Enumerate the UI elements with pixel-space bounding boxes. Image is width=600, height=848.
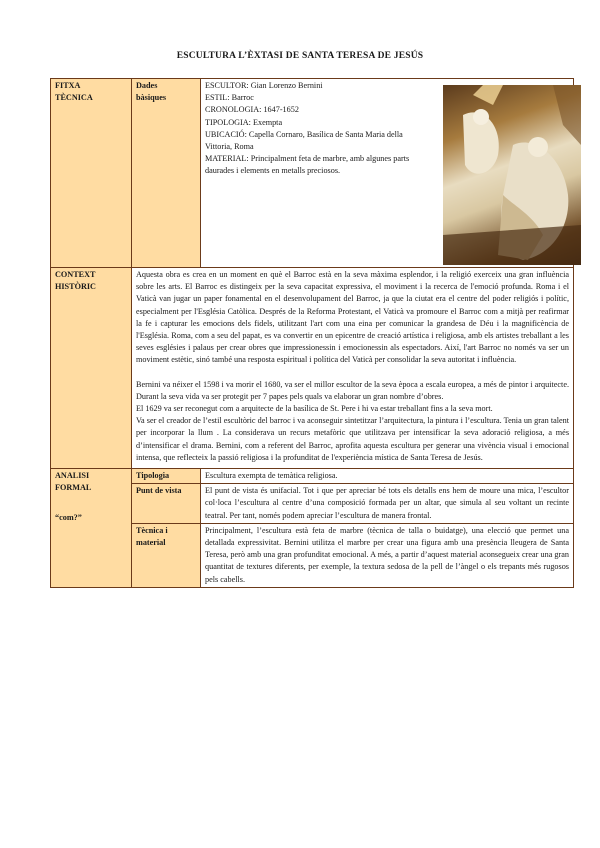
formal-label-technique: Tècnica i material	[132, 523, 201, 587]
fitxa-typology: TIPOLOGIA: Exempta	[205, 117, 283, 127]
formal-header	[51, 469, 132, 588]
fitxa-subheader	[132, 79, 201, 268]
fitxa-row	[51, 79, 574, 268]
fitxa-subheader-line2: bàsiques	[136, 93, 167, 103]
fitxa-header-line1: FITXA	[55, 81, 81, 90]
fitxa-material: MATERIAL: Principalment feta de marbre, amb algunes parts daurades i elements en metalls preciosos.	[205, 154, 410, 176]
fitxa-location: UBICACIÓ: Capella Cornaro, Basílica de Santa Maria della Vittoria, Roma	[205, 129, 403, 152]
fitxa-header-line2: TÈCNICA	[55, 93, 93, 103]
fitxa-chronology: CRONOLOGIA: 1647-1652	[205, 105, 299, 115]
context-paragraph: El 1629 va ser reconegut com a arquitecte de la basílica de St. Pere i hi va estar treballant fins a la seva mort.	[136, 404, 493, 414]
fitxa-style: ESTIL: Barroc	[205, 93, 254, 103]
analysis-table	[50, 78, 574, 588]
formal-label-viewpoint: Punt de vista	[132, 484, 201, 524]
context-header-line1: CONTEXT	[55, 270, 96, 279]
fitxa-subheader-line1: Dades	[136, 81, 158, 90]
context-paragraph: Va ser el creador de l’estil escultòric del barroc i va aconseguir sintetitzar l’arquitectura, la pintura i l’escultura. Tenia un gran talent per incorporar la llum . La considerava un recurs metafòric que utilitzava per intensificar la seva adoració religiosa, a més d’intensificar el drama. Bernini, com a referent del Barroc, aprofita aquesta escultura per generar una vivència visual i emocional intensa, que reflecteix la passió religiosa i la profunditat de l'experiència mística de Santa Teresa de Jesús.	[136, 416, 569, 462]
formal-text-typology: Escultura exempta de temàtica religiosa.	[201, 469, 574, 484]
context-paragraph: Aquesta obra es crea en un moment en què el Barroc està en la seva màxima esplendor, i la religió exerceix una gran influència sobre les arts. El Barroc es distingeix per la seva capacitat expressiva, el moviment i la recerca de l'emoció profunda. Roma i el Vaticà van jugar un paper fonamental en el desenvolupament del Barroc, ja que la ciutat era el centre del poder religiós i polític, especialment per l'Església Catòlica. Després de la Reforma Protestant, el Vaticà va promoure el Barroc com a mitjà per reafirmar la fe i capturar les emocions dels fidels, utilitzant l'art com una eina per comunicar la grandesa de Déu i la magnificència de l'Església. Roma, com a seu del papat, es va convertir en un epicentre de creació artística i religiosa, amb els artistes treballant a les seves esglésies i palaus per crear obres que impressionessin i emocionessin als espectadors. Així, l'art Barroc no només va ser un moviment estètic, sinó també una resposta espiritual i política del Vaticà per consolidar la seva autoritat i influència.	[136, 270, 569, 365]
formal-text-technique: Principalment, l’escultura està feta de marbre (tècnica de talla o buidatge), una elecció que permet una detallada expressivitat. Bernini utilitza el marbre per crear una figura amb una presència lleugera de Santa Teresa, però amb una gran profunditat emocional. A més, a partir d’aquest material aconsegueix crear una gran quantitat de textures diferents, per exemple, la textura sedosa de la pell de l’àngel o els trepants més rugosos pels cabells.	[201, 523, 574, 587]
fitxa-header	[51, 79, 132, 268]
fitxa-sculptor: ESCULTOR: Gian Lorenzo Bernini	[205, 81, 323, 90]
formal-row-typology	[51, 469, 574, 484]
fitxa-image-cell	[427, 79, 574, 268]
context-row	[51, 268, 574, 469]
formal-header-line2: FORMAL	[55, 483, 92, 493]
formal-question: “com?”	[55, 513, 82, 523]
formal-text-viewpoint: El punt de vista és unifacial. Tot i que per apreciar bé tots els detalls ens hem de moure una mica, l’escultor col·loca l’escultura al centre d’una composició formada per un altar, que simula al seu voltant un recinte teatral. Per tant, només podem apreciar l’escultura de manera frontal.	[201, 484, 574, 524]
context-text	[132, 268, 574, 469]
context-paragraph: Bernini va néixer el 1598 i va morir el 1680, va ser el millor escultor de la seva època a escala europea, a més de pintor i arquitecte. Durant la seva vida va ser protegit per 7 papes pels quals va elaborar un gran nombre d’obres.	[136, 379, 569, 401]
formal-label-typology: Tipologia	[132, 469, 201, 484]
context-header-line2: HISTÒRIC	[55, 282, 96, 292]
fitxa-details	[201, 79, 427, 268]
formal-header-line1: ANALISI	[55, 471, 90, 481]
context-header	[51, 268, 132, 469]
sculpture-photo	[443, 85, 581, 265]
sculpture-photo-icon	[443, 85, 581, 265]
document-title: ESCULTURA L’ÈXTASI DE SANTA TERESA DE JESÚS	[176, 51, 424, 61]
